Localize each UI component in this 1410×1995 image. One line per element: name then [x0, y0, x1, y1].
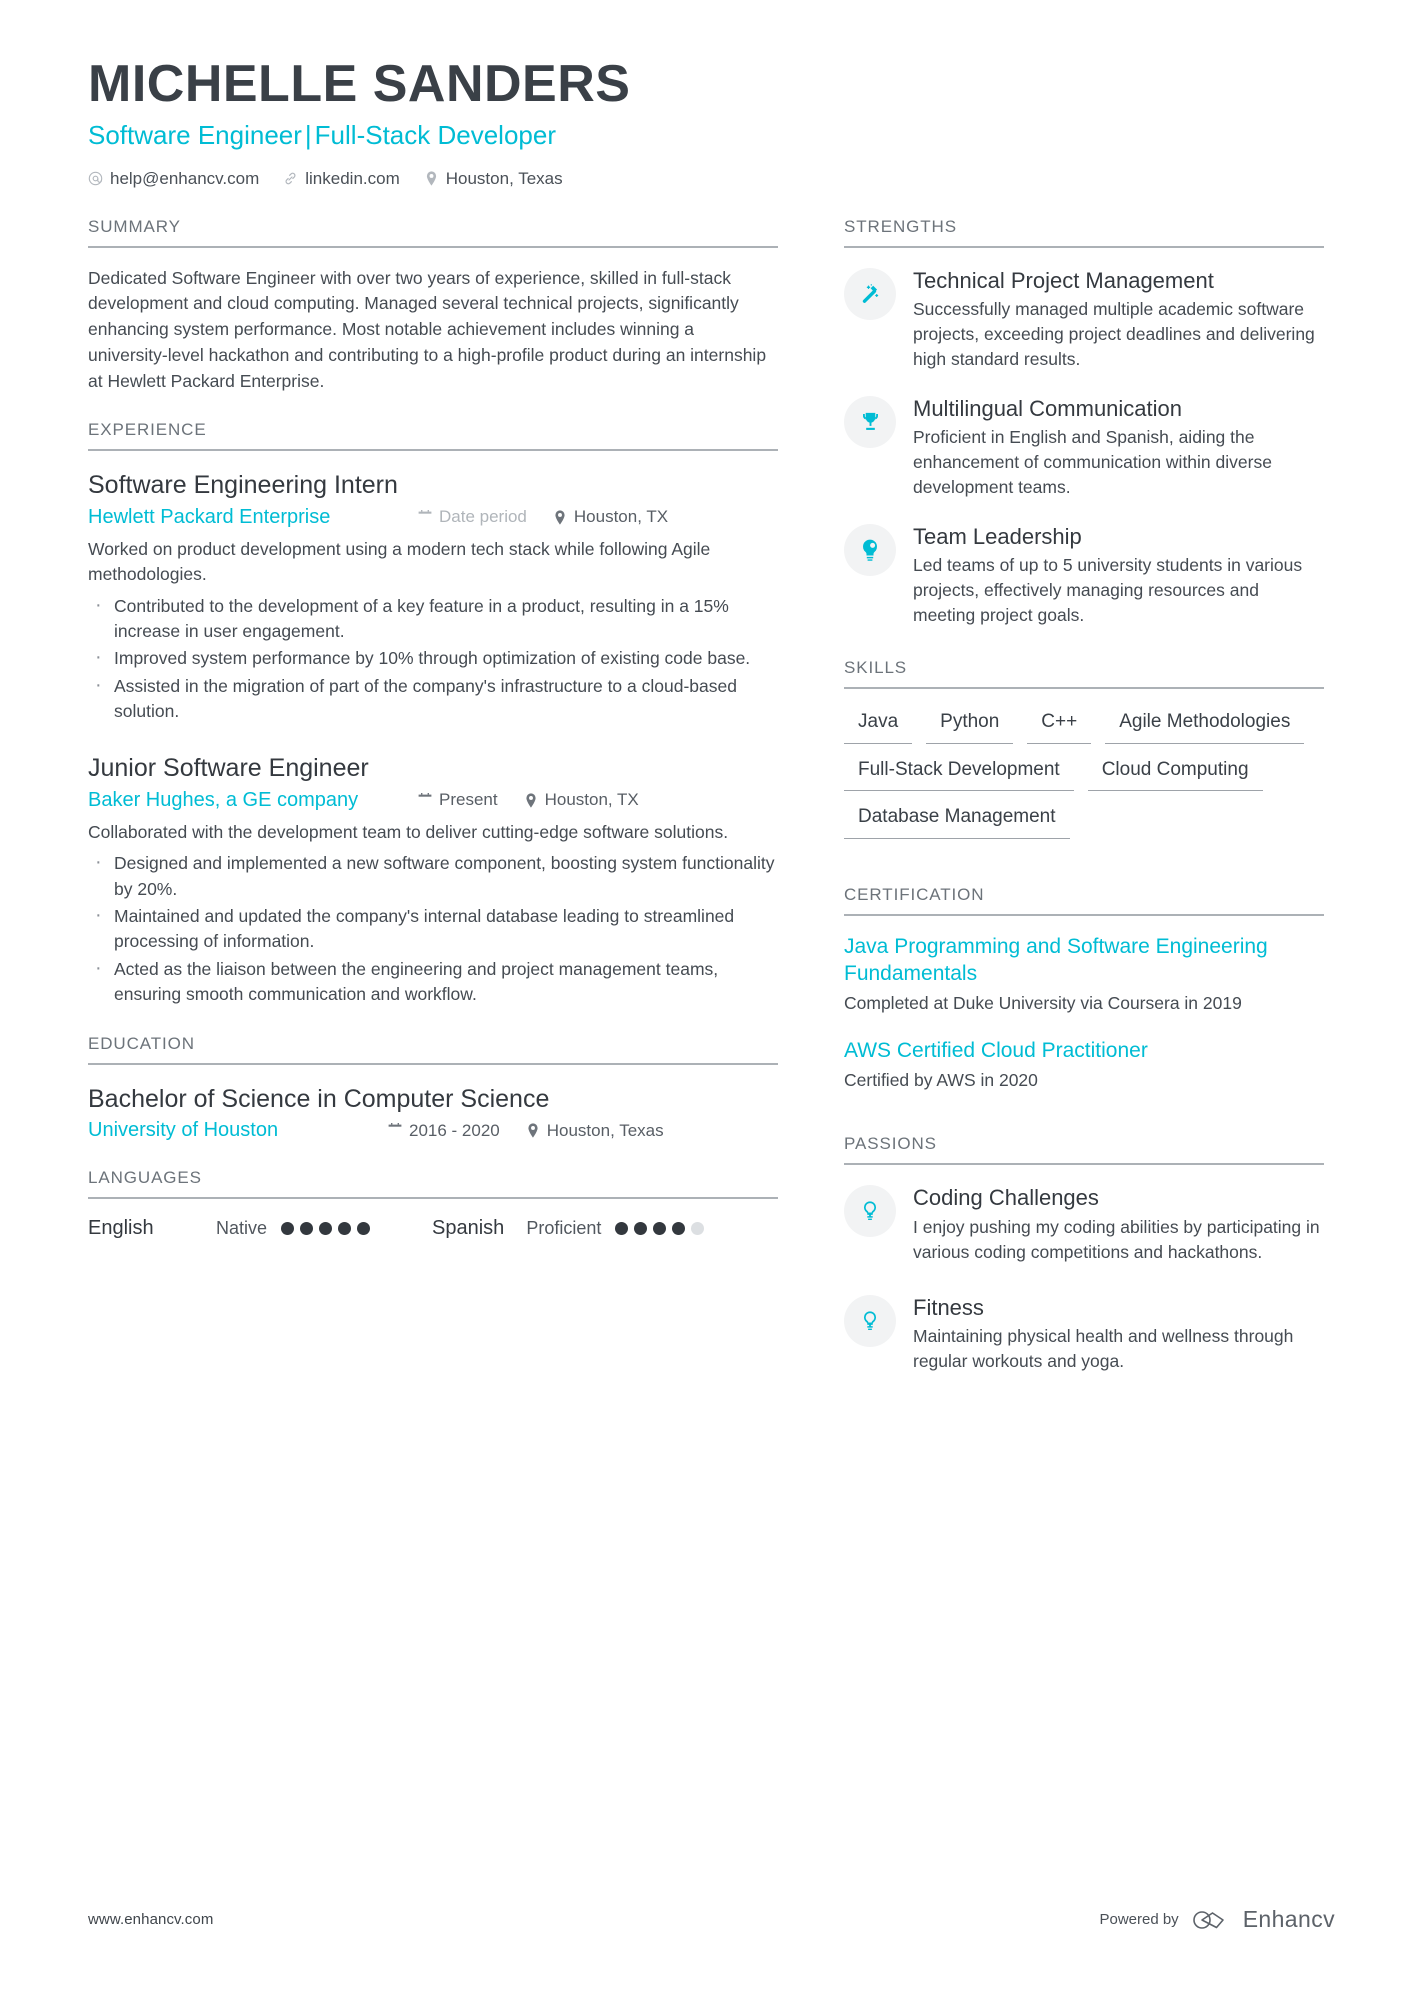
certification-description: Completed at Duke University via Coursera in 2019	[844, 992, 1242, 1013]
passion-item	[844, 1183, 1324, 1264]
contact-email[interactable]	[88, 169, 259, 189]
experience-location-text: Houston, TX	[573, 507, 669, 527]
skill-tag[interactable]: C++	[1027, 707, 1091, 744]
experience-job-title: Junior Software Engineer	[88, 754, 369, 783]
rating-dot-filled	[653, 1222, 666, 1235]
contact-location	[424, 169, 563, 189]
strength-item	[844, 522, 1324, 628]
experience-entry	[88, 469, 778, 724]
strength-title: Technical Project Management	[913, 267, 1214, 293]
education-meta	[88, 1119, 778, 1142]
powered-by-label: Powered by	[1099, 1911, 1179, 1928]
certification-item	[844, 934, 1324, 1016]
headline-divider: |	[304, 120, 312, 151]
strength-title: Multilingual Communication	[913, 395, 1183, 421]
strength-description: Led teams of up to 5 university students in various projects, effectively managing resources and meeting project goals.	[913, 555, 1303, 625]
strength-item	[844, 266, 1324, 372]
at-icon	[88, 171, 103, 186]
education-date	[388, 1121, 500, 1141]
magic-wand-icon	[844, 268, 896, 320]
language-name: Spanish	[432, 1217, 505, 1240]
lightbulb-head-icon	[844, 524, 896, 576]
experience-location	[553, 507, 668, 527]
rating-dot-filled	[615, 1222, 628, 1235]
passion-item	[844, 1293, 1324, 1374]
contact-row	[88, 169, 1335, 189]
strength-description: Successfully managed multiple academic software projects, exceeding project deadlines and delivering high standard results.	[913, 299, 1315, 369]
section-experience	[88, 420, 778, 1007]
language-rating-dots	[281, 1222, 370, 1235]
section-summary	[88, 217, 778, 395]
footer-brand	[1099, 1906, 1335, 1933]
skill-tag[interactable]: Database Management	[844, 802, 1070, 839]
list-item: · Designed and implemented a new software component, boosting system functionality by 20%.	[88, 851, 778, 902]
strength-body	[913, 266, 1324, 372]
passion-title: Coding Challenges	[913, 1185, 1099, 1211]
language-rating-dots	[615, 1222, 704, 1235]
language-level: Native	[216, 1218, 268, 1239]
certification-item	[844, 1038, 1324, 1093]
page-title: MICHELLE SANDERS	[88, 55, 631, 113]
rating-dot-filled	[300, 1222, 313, 1235]
rating-dot-filled	[634, 1222, 647, 1235]
section-education	[88, 1034, 778, 1143]
section-title-summary: SUMMARY	[88, 217, 778, 248]
skill-tag[interactable]: Python	[926, 707, 1013, 744]
summary-text: Dedicated Software Engineer with over two years of experience, skilled in full-stack development and cloud computing. Managed several technical projects, significantly enhancing system performance. Most notable achievement includes winning a university-level hackathon and contributing to a high-profile product during an internship at Hewlett Packard Enterprise.	[88, 267, 767, 391]
calendar-icon	[418, 793, 432, 808]
certification-title[interactable]: AWS Certified Cloud Practitioner	[844, 1038, 1148, 1062]
rating-dot-filled	[357, 1222, 370, 1235]
strength-item	[844, 394, 1324, 500]
experience-location-text: Houston, TX	[544, 790, 639, 810]
experience-job-title: Software Engineering Intern	[88, 471, 398, 500]
list-item: · Improved system performance by 10% through optimization of existing code base.	[88, 646, 778, 671]
section-title-certification: CERTIFICATION	[844, 885, 1324, 916]
trophy-icon	[844, 396, 896, 448]
contact-email-text: help@enhancv.com	[110, 168, 260, 188]
lightbulb-icon	[844, 1295, 896, 1347]
section-title-strengths: STRENGTHS	[844, 217, 1324, 248]
language-name: English	[88, 1217, 154, 1240]
skill-tag[interactable]: Java	[844, 707, 912, 744]
passion-body	[913, 1183, 1324, 1264]
rating-dot-filled	[672, 1222, 685, 1235]
language-item-spanish	[432, 1217, 704, 1240]
languages-row	[88, 1217, 778, 1240]
passion-body	[913, 1293, 1324, 1374]
resume-header	[88, 55, 1335, 189]
experience-date	[418, 507, 527, 527]
experience-date-text: Date period	[439, 507, 527, 527]
strength-body	[913, 394, 1324, 500]
experience-location	[524, 790, 639, 810]
experience-meta	[88, 506, 778, 529]
education-location	[526, 1121, 664, 1141]
section-title-education: EDUCATION	[88, 1034, 778, 1065]
calendar-icon	[388, 1123, 402, 1138]
experience-company[interactable]: Baker Hughes, a GE company	[88, 788, 359, 811]
language-item-english	[88, 1217, 370, 1240]
section-strengths	[844, 217, 1324, 628]
experience-date-text: Present	[439, 790, 498, 810]
experience-entry	[88, 752, 778, 1007]
contact-linkedin-text: linkedin.com	[305, 168, 400, 188]
enhancv-logo	[1192, 1906, 1335, 1933]
resume-body	[88, 217, 1335, 1400]
footer-url[interactable]: www.enhancv.com	[88, 1911, 214, 1928]
section-languages	[88, 1168, 778, 1240]
enhancv-mark-icon	[1192, 1908, 1234, 1932]
page-footer	[88, 1906, 1335, 1933]
link-icon	[283, 171, 298, 186]
skill-tag[interactable]: Agile Methodologies	[1105, 707, 1304, 744]
contact-linkedin[interactable]	[283, 169, 400, 189]
right-column	[844, 217, 1324, 1400]
strength-description: Proficient in English and Spanish, aiding the enhancement of communication within diverse development teams.	[913, 427, 1272, 497]
experience-bullets	[88, 851, 778, 1007]
list-item: · Assisted in the migration of part of the company's infrastructure to a cloud-based solution.	[88, 674, 778, 725]
skill-tag[interactable]: Cloud Computing	[1088, 755, 1263, 792]
left-column	[88, 217, 778, 1266]
section-title-experience: EXPERIENCE	[88, 420, 778, 451]
certification-description: Certified by AWS in 2020	[844, 1069, 1038, 1090]
list-item: · Acted as the liaison between the engineering and project management teams, ensuring smooth communication and workflow.	[88, 957, 778, 1008]
experience-description: Worked on product development using a modern tech stack while following Agile methodologies.	[88, 538, 711, 585]
contact-location-text: Houston, Texas	[445, 168, 563, 188]
lightbulb-icon	[844, 1185, 896, 1237]
education-degree: Bachelor of Science in Computer Science	[88, 1084, 550, 1113]
experience-company[interactable]: Hewlett Packard Enterprise	[88, 505, 331, 528]
rating-dot-filled	[319, 1222, 332, 1235]
passion-description: Maintaining physical health and wellness through regular workouts and yoga.	[913, 1326, 1294, 1371]
location-pin-icon	[524, 793, 538, 808]
rating-dot-filled	[338, 1222, 351, 1235]
passion-title: Fitness	[913, 1294, 984, 1320]
rating-dot-filled	[281, 1222, 294, 1235]
experience-meta	[88, 789, 778, 812]
rating-dot-empty	[691, 1222, 704, 1235]
section-title-passions: PASSIONS	[844, 1134, 1324, 1165]
brand-name: Enhancv	[1242, 1906, 1335, 1932]
location-pin-icon	[424, 171, 439, 186]
strength-body	[913, 522, 1324, 628]
location-pin-icon	[526, 1123, 540, 1138]
certification-title[interactable]: Java Programming and Software Engineering Fundamentals	[844, 935, 1268, 985]
language-level: Proficient	[526, 1218, 602, 1239]
section-passions	[844, 1134, 1324, 1373]
strength-title: Team Leadership	[913, 523, 1082, 549]
skill-tag[interactable]: Full-Stack Development	[844, 755, 1074, 792]
experience-bullets	[88, 594, 778, 725]
section-title-skills: SKILLS	[844, 658, 1324, 689]
location-pin-icon	[553, 510, 567, 525]
headline	[88, 119, 1335, 152]
experience-description: Collaborated with the development team to deliver cutting-edge software solutions.	[88, 821, 729, 842]
passion-description: I enjoy pushing my coding abilities by participating in various coding competitions and hackathons.	[913, 1216, 1320, 1262]
section-title-languages: LANGUAGES	[88, 1168, 778, 1199]
section-skills	[844, 658, 1324, 839]
calendar-icon	[418, 510, 432, 525]
section-certification	[844, 885, 1324, 1092]
education-location-text: Houston, Texas	[546, 1120, 664, 1140]
list-item: · Maintained and updated the company's internal database leading to streamlined processing of information.	[88, 904, 778, 955]
headline-left: Software Engineer	[88, 120, 302, 151]
experience-date	[418, 790, 498, 810]
headline-right: Full-Stack Developer	[314, 120, 556, 151]
education-entry	[88, 1083, 778, 1143]
education-school[interactable]: University of Houston	[88, 1119, 279, 1142]
skills-list	[844, 707, 1324, 839]
list-item: · Contributed to the development of a key feature in a product, resulting in a 15% increase in user engagement.	[88, 594, 778, 645]
education-date-text: 2016 - 2020	[409, 1120, 500, 1140]
